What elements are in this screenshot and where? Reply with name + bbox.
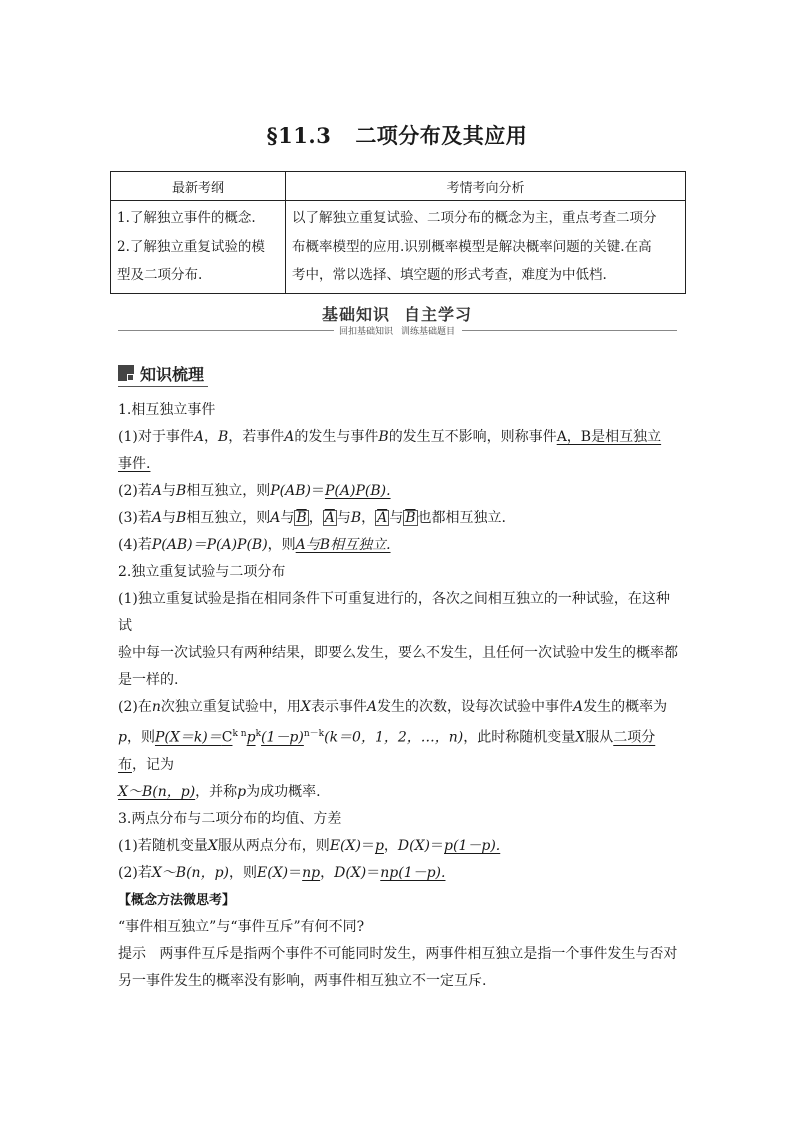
syllabus-line: 2.了解独立重复试验的模: [117, 238, 265, 255]
s1-item2: (2)若A与B相互独立，则P(AB)＝P(A)P(B).: [118, 483, 391, 499]
knowledge-underline: [118, 386, 208, 387]
syllabus-line: 1.了解独立事件的概念.: [117, 210, 256, 226]
s2-title: 2.独立重复试验与二项分布: [118, 564, 286, 580]
table-header-syllabus: 最新考纲: [111, 172, 286, 201]
s2-item2-cont2: X～B(n，p)，并称p为成功概率.: [118, 783, 321, 800]
page-title: [0, 120, 794, 150]
hint-text: 两事件互斥是指两个事件不可能同时发生，两事件相互独立是指一个事件发生与否对: [159, 945, 678, 962]
outline-table: [110, 171, 686, 294]
s1-title: 1.相互独立事件: [118, 402, 216, 418]
hint: [118, 941, 678, 968]
analysis-line: 考中，常以选择、填空题的形式考查，难度为中低档.: [292, 267, 607, 283]
syllabus-line: 型及二项分布.: [117, 267, 203, 283]
square-badge-icon: [118, 365, 134, 381]
section-number: §11.3: [266, 123, 332, 148]
sub-b: 训练基础题目: [401, 327, 456, 337]
s2-item2: (2)在n次独立重复试验中，用X表示事件A发生的次数，设每次试验中事件A发生的概率为: [118, 699, 668, 715]
hint-cont: 另一事件发生的概率没有影响，两事件相互独立不一定互斥.: [118, 972, 487, 989]
s2-item1-cont2: 是一样的.: [118, 672, 179, 688]
s2-item1: (1)独立重复试验是指在相同条件下可重复进行的，各次之间相互独立的一种试验，在这种试: [118, 591, 670, 634]
section-title-b: 自主学习: [404, 305, 473, 324]
s2-item1-cont: 验中每一次试验只有两种结果，即要么发生，要么不发生，且任何一次试验中发生的概率都: [118, 645, 678, 661]
s2-item2-cont: p，则$P(X=k)=C^{k n}p^k(1-p)^{n-k}(k=0$，1，2，…，n)，此时称随机变量X服从二项分布，记为: [118, 729, 656, 773]
s3-item1: (1)若随机变量X服从两点分布，则E(X)＝p，D(X)＝p(1－p).: [118, 837, 501, 854]
table-row: [111, 201, 686, 294]
s3-item2: (2)若X～B(n，p)，则E(X)＝np，D(X)＝np(1－p).: [118, 864, 446, 881]
s1-item4: (4)若P(AB)＝P(A)P(B)，则A与B相互独立.: [118, 537, 391, 553]
analysis-line: 布概率模型的应用.识别概率模型是解决概率问题的关键.在高: [292, 238, 652, 255]
section-heading: [0, 302, 794, 325]
section-title-a: 基础知识: [321, 305, 390, 324]
table-header-analysis: 考情考向分析: [286, 172, 686, 201]
knowledge-heading: [118, 361, 204, 385]
title-text: 二项分布及其应用: [355, 123, 528, 148]
content-body: [118, 397, 678, 995]
analysis-line: 以了解独立重复试验、二项分布的概念为主，重点考查二项分: [292, 210, 657, 226]
sub-a: 回扣基础知识: [338, 327, 393, 337]
question: “事件相互独立”与“事件互斥”有何不同?: [118, 918, 365, 935]
table-header-row: [111, 172, 686, 201]
s3-title: 3.两点分布与二项分布的均值、方差: [118, 810, 342, 827]
hint-label: 提示: [118, 945, 146, 962]
syllabus-cell: [111, 201, 286, 294]
s1-item1-cont: 事件.: [118, 456, 151, 472]
knowledge-heading-label: 知识梳理: [140, 364, 205, 384]
s1-item3: (3)若A与B相互独立，则A与 $\overline{B}$ ， $\overline{A}$ 与B， $\overline{A}$ 与 $\overline{B}$ 也都相互独立.: [118, 510, 506, 526]
analysis-cell: [286, 201, 686, 294]
think-label: 【概念方法微思考】: [118, 892, 236, 908]
s1-item1: (1)对于事件A，B，若事件A的发生与事件B的发生互不影响，则称事件A，B是相互独立: [118, 429, 662, 445]
section-subheading: [0, 324, 794, 337]
